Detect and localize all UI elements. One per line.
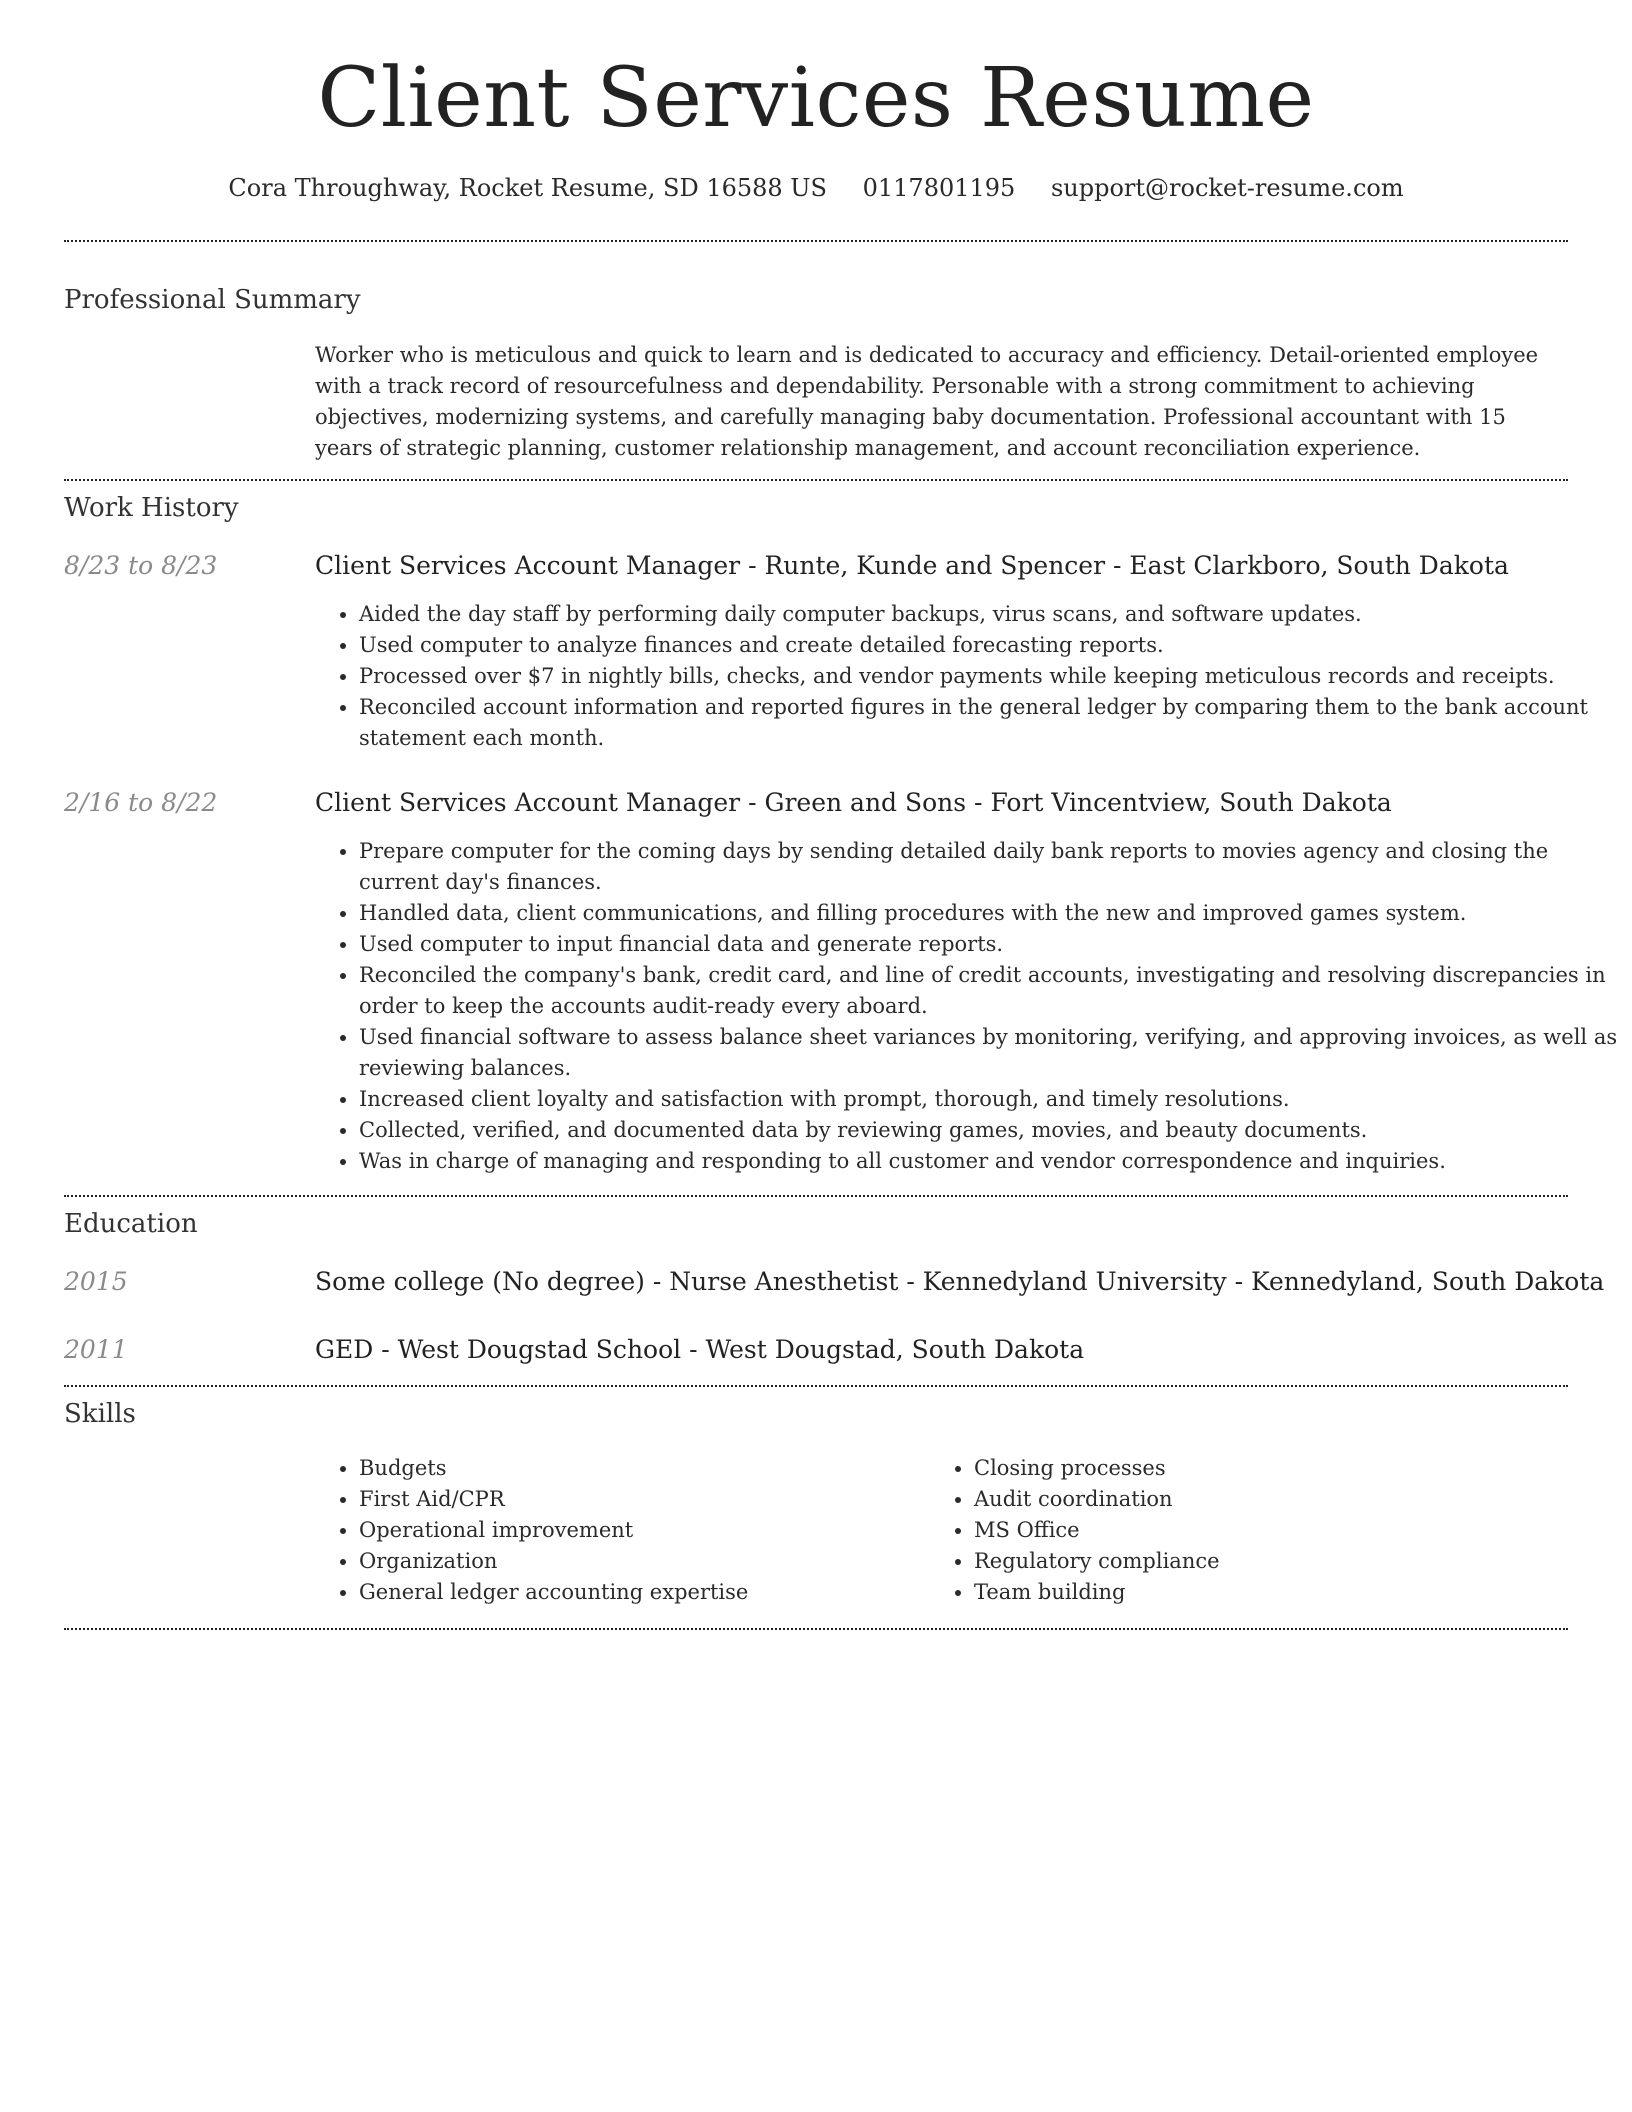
education-entry: Some college (No degree) - Nurse Anesthetist - Kennedyland University - Kennedyland, South Dakota [315,1267,1605,1296]
job-title: Client Services Account Manager - Green and Sons - Fort Vincentview, South Dakota [315,788,1392,817]
contact-email: support@rocket-resume.com [1050,174,1404,202]
skill-item: • Organization [359,1546,919,1577]
summary-text: Worker who is meticulous and quick to learn and is dedicated to accuracy and efficiency. Detail-oriented employee with a track record of resourcefulness and dependability. Personable with a strong commitment to achieving objectives, modernizing systems, and carefully managing baby documentation. Professional accountant with 15 years of strategic planning, customer relationship management, and account reconciliation experience. [315,343,1539,460]
skill-item: • Team building [974,1577,1534,1608]
job-bullets [315,836,1619,1177]
section-title-education: Education [64,1209,198,1239]
divider [64,1628,1568,1630]
skill-item: • General ledger accounting expertise [359,1577,919,1608]
education-entry: GED - West Dougstad School - West Dougstad, South Dakota [315,1335,1085,1364]
list-item: • Used computer to analyze finances and create detailed forecasting reports. [359,630,1619,661]
job-dates: 8/23 to 8/23 [64,551,218,580]
skill-item: • Closing processes [974,1453,1534,1484]
education-year: 2011 [64,1335,128,1364]
list-item: • Increased client loyalty and satisfaction with prompt, thorough, and timely resolutions. [359,1084,1619,1115]
list-item: • Reconciled account information and reported figures in the general ledger by comparing them to the bank account statement each month. [359,692,1619,754]
list-item: • Was in charge of managing and responding to all customer and vendor correspondence and inquiries. [359,1146,1619,1177]
skill-item: • MS Office [974,1515,1534,1546]
list-item: • Collected, verified, and documented data by reviewing games, movies, and beauty documents. [359,1115,1619,1146]
skill-item: • Regulatory compliance [974,1546,1534,1577]
skill-item: • Budgets [359,1453,919,1484]
skills-list-left [315,1453,919,1608]
list-item: • Handled data, client communications, and filling procedures with the new and improved games system. [359,898,1619,929]
section-title-summary: Professional Summary [64,285,361,315]
divider [64,240,1568,242]
resume-title: Client Services Resume [317,51,1315,146]
education-year: 2015 [64,1267,128,1296]
contact-address: Cora Throughway, Rocket Resume, SD 16588 US [228,174,827,202]
skill-item: • First Aid/CPR [359,1484,919,1515]
divider [64,479,1568,481]
list-item: • Used computer to input financial data and generate reports. [359,929,1619,960]
skill-item: • Audit coordination [974,1484,1534,1515]
skills-list-right [930,1453,1534,1608]
list-item: • Prepare computer for the coming days by sending detailed daily bank reports to movies agency and closing the current day's finances. [359,836,1619,898]
section-title-skills: Skills [64,1399,136,1429]
section-title-work-history: Work History [64,493,239,523]
list-item: • Processed over $7 in nightly bills, checks, and vendor payments while keeping meticulous records and receipts. [359,661,1619,692]
divider [64,1385,1568,1387]
job-title: Client Services Account Manager - Runte, Kunde and Spencer - East Clarkboro, South Dakota [315,551,1509,580]
divider [64,1195,1568,1197]
list-item: • Aided the day staff by performing daily computer backups, virus scans, and software updates. [359,599,1619,630]
list-item: • Reconciled the company's bank, credit card, and line of credit accounts, investigating and resolving discrepancies in order to keep the accounts audit-ready every aboard. [359,960,1619,1022]
job-bullets [315,599,1619,754]
skill-item: • Operational improvement [359,1515,919,1546]
job-dates: 2/16 to 8/22 [64,788,218,817]
contact-line [0,170,1632,206]
contact-phone: 0117801195 [862,174,1016,202]
list-item: • Used financial software to assess balance sheet variances by monitoring, verifying, and approving invoices, as well as reviewing balances. [359,1022,1619,1084]
